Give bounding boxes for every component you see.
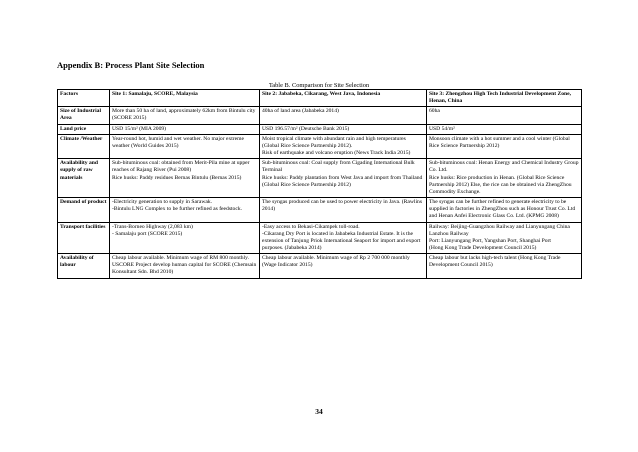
cell-text: The syngas produced can be used to power electricity in Java. (Rawlins 2014) bbox=[262, 199, 422, 213]
site-comparison-table bbox=[57, 89, 582, 279]
appendix-title: Appendix B: Process Plant Site Selection bbox=[57, 60, 205, 70]
cell-text: Port: Lianyungang Port, Yangshan Port, Shanghai Port bbox=[429, 237, 551, 244]
site-3-cell bbox=[427, 254, 582, 278]
row-factor-label: Climate /Weather bbox=[58, 134, 110, 158]
row-factor-label: Availability and supply of raw materials bbox=[58, 159, 110, 198]
cell-text: 60ha bbox=[429, 108, 440, 115]
cell-text: Railway: Beijing-Guangzhou Railway and Lianyungang China Lanzhou Railway bbox=[429, 223, 570, 237]
table-row bbox=[58, 124, 582, 134]
header-factors: Factors bbox=[58, 90, 110, 107]
site-1-cell bbox=[110, 222, 260, 254]
table-header-row bbox=[58, 90, 582, 107]
site-3-cell bbox=[427, 134, 582, 158]
cell-text: -Cikarang Dry Port is located in Jababeka Industrial Estate. It is the extension of Tanjung Priok International Seaport for import and export purposes. (Jababeka 2014) bbox=[262, 230, 421, 251]
site-2-cell bbox=[260, 134, 427, 158]
row-factor-label: Size of Industrial Area bbox=[58, 107, 110, 124]
site-3-cell bbox=[427, 198, 582, 222]
cell-text: -Easy access to Bekasi-Cikampek toll-road. bbox=[262, 223, 360, 230]
table-row bbox=[58, 134, 582, 158]
site-2-cell bbox=[260, 254, 427, 278]
site-3-cell bbox=[427, 222, 582, 254]
site-1-cell bbox=[110, 198, 260, 222]
cell-text: Rice husks: Paddy residues Bernas Bintulu (Bernas 2015) bbox=[112, 174, 242, 181]
cell-text: Sub-bituminous coal: Henan Energy and Chemical Industry Group Co. Ltd. bbox=[429, 160, 579, 174]
cell-text: Rice husks: Rice production in Henan. (Global Rice Science Partnership 2012) Else, the rice can be obtained via ZhengZhou Commodity Exchange. bbox=[429, 174, 572, 195]
cell-text: -Bintulu LNG Complex to be further refined as feedstock. bbox=[112, 206, 243, 213]
cell-text: More than 50 ha of land, approximately 62km from Bintulu city (SCORE 2015) bbox=[112, 108, 256, 122]
cell-text: Rice husks: Paddy plantation from West Java and import from Thailand (Global Rice Science Partnership 2012) bbox=[262, 174, 423, 188]
table-row bbox=[58, 222, 582, 254]
site-3-cell bbox=[427, 159, 582, 198]
cell-text: Risk of earthquake and volcano eruption (News Track India 2015) bbox=[262, 150, 411, 157]
cell-text: Moist tropical climate with abundant rain and high temperatures (Global Rice Science Partnership 2012). bbox=[262, 135, 406, 149]
site-2-cell bbox=[260, 198, 427, 222]
site-3-cell bbox=[427, 107, 582, 124]
table-row bbox=[58, 159, 582, 198]
page-number: 34 bbox=[315, 407, 323, 416]
cell-text: Cheap labour available. Minimum wage of RM 800 monthly. bbox=[112, 255, 249, 262]
table-body bbox=[58, 107, 582, 278]
site-1-cell bbox=[110, 107, 260, 124]
table-caption: Table B. Comparison for Site Selection bbox=[268, 82, 370, 89]
site-1-cell bbox=[110, 254, 260, 278]
cell-text: -Trans-Borneo Highway (2,083 km) bbox=[112, 223, 193, 230]
cell-text: Sub-bituminous coal: obtained from Merit-Pila mine at upper reaches of Rajang River (Pui 2008) bbox=[112, 160, 250, 174]
header-site-3: Site 3: Zhengzhou High Tech Industrial Development Zone, Henan, China bbox=[427, 90, 582, 107]
cell-text: The syngas can be further refined to generate electricity to be supplied in factories in ZhengZhou such as Honour Trust Co. Ltd and Henan Anfei Electronic Glass Co. Ltd. (KPMG 2008) bbox=[429, 199, 576, 220]
cell-text: - Samalaju port (SCORE 2015) bbox=[112, 230, 183, 237]
table-row bbox=[58, 198, 582, 222]
cell-text: Year-round hot, humid and wet weather. No major extreme weather (World Guides 2015) bbox=[112, 135, 244, 149]
cell-text: Cheap labour but lacks high-tech talent (Hong Kong Trade Development Council 2015) bbox=[429, 255, 561, 269]
cell-text: (Hong Kong Trade Development Council 2015) bbox=[429, 244, 537, 251]
cell-text: -Electricity generation to supply in Sarawak. bbox=[112, 199, 213, 206]
header-site-1: Site 1: Samalaju, SCORE, Malaysia bbox=[110, 90, 260, 107]
cell-text: Monsoon climate with a hot summer and a cool winter (Global Rice Science Partnership 2012) bbox=[429, 135, 570, 149]
site-1-cell bbox=[110, 134, 260, 158]
cell-text: USD 196.57/m² (Deutsche Bank 2015) bbox=[262, 125, 350, 132]
site-1-cell bbox=[110, 159, 260, 198]
row-factor-label: Land price bbox=[58, 124, 110, 134]
cell-text: USD 15/m² (MIA 2009) bbox=[112, 125, 167, 132]
row-factor-label: Transport facilities bbox=[58, 222, 110, 254]
cell-text: Sub-bituminous coal: Coal supply from Cigading International Bulk Terminal bbox=[262, 160, 415, 174]
cell-text: USCORE Project develop human capital for SCORE (Chemsain Konsultant Sdn. Bhd 2010) bbox=[112, 262, 257, 276]
site-2-cell bbox=[260, 124, 427, 134]
header-site-2: Site 2: Jababeka, Cikarang, West Java, Indonesia bbox=[260, 90, 427, 107]
row-factor-label: Availability of labour bbox=[58, 254, 110, 278]
table-row bbox=[58, 107, 582, 124]
site-2-cell bbox=[260, 107, 427, 124]
cell-text: 40ha of land area (Jababeka 2014) bbox=[262, 108, 339, 115]
site-1-cell bbox=[110, 124, 260, 134]
table-row bbox=[58, 254, 582, 278]
site-2-cell bbox=[260, 159, 427, 198]
site-2-cell bbox=[260, 222, 427, 254]
row-factor-label: Demand of product bbox=[58, 198, 110, 222]
cell-text: USD 54/m² bbox=[429, 125, 455, 132]
cell-text: Cheap labour available. Minimum wage of Rp 2 700 000 monthly (Wage Indicator 2015) bbox=[262, 255, 410, 269]
site-3-cell bbox=[427, 124, 582, 134]
